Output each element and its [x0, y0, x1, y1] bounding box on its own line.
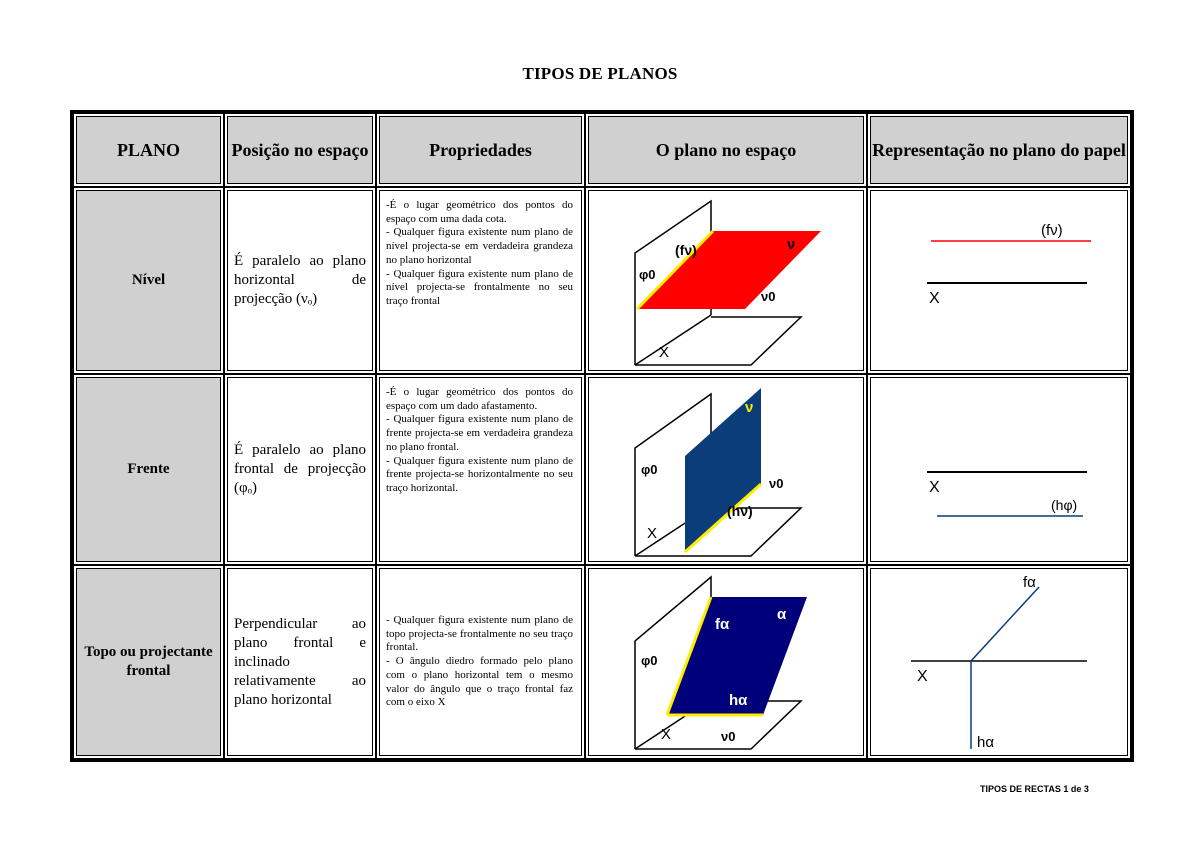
space-plane-label: ν [787, 236, 796, 253]
space-trace-label: (fν) [675, 242, 697, 258]
page-title: TIPOS DE PLANOS [522, 64, 678, 83]
header-posicao-cell [224, 113, 376, 187]
axis-label: X [929, 290, 940, 307]
property-text: -É o lugar geométrico dos pontos do espaço com uma dada cota. [386, 199, 573, 225]
level-plane-space-diagram [589, 191, 865, 372]
row-topo-name: Topo ou projectante frontal [76, 568, 221, 756]
header-posicao: Posição no espaço [227, 116, 373, 184]
paper-trace-label: (fν) [1041, 222, 1063, 239]
header-representacao: Representação no plano do papel [870, 116, 1128, 184]
frontal-plane-label: φ0 [639, 267, 656, 282]
row-nivel-properties [379, 190, 582, 371]
space-horizontal-trace-label: hα [729, 692, 748, 709]
row-topo-properties-cell [376, 565, 585, 759]
space-trace-label: (hν) [727, 503, 753, 519]
axis-label: X [929, 479, 940, 496]
row-topo-name-cell [73, 565, 224, 759]
row-frente-position: É paralelo ao plano frontal de projecção (φₒ) [234, 442, 366, 496]
property-text: - Qualquer figura existente num plano de frente projecta-se horizontalmente no seu traço horizontal. [386, 454, 573, 494]
row-frente-paper-cell [867, 374, 1131, 565]
row-topo-paper-cell [867, 565, 1131, 759]
axis-label: X [917, 668, 928, 685]
property-text: - Qualquer figura existente num plano de frente projecta-se em verdadeira grandeza no plano frontal. [386, 413, 573, 453]
row-nivel-name: Nível [76, 190, 221, 371]
page-footer: TIPOS DE RECTAS 1 de 3 [980, 784, 1089, 794]
property-text: - Qualquer figura existente num plano de nível projecta-se em verdadeira grandeza no plano horizontal [386, 226, 573, 266]
paper-horizontal-trace-label: hα [977, 734, 995, 751]
paper-trace-label: (hφ) [1051, 497, 1078, 513]
row-frente-space-cell [585, 374, 867, 565]
row-nivel-properties-cell [376, 187, 585, 374]
header-representacao-cell [867, 113, 1131, 187]
row-frente-name: Frente [76, 377, 221, 562]
property-text: - Qualquer figura existente num plano de nível projecta-se frontalmente no seu traço frontal [386, 267, 573, 307]
row-topo-position-cell [224, 565, 376, 759]
property-text: - Qualquer figura existente num plano de topo projecta-se frontalmente no seu traço frontal. [386, 614, 573, 654]
header-espaco: O plano no espaço [588, 116, 864, 184]
horizontal-plane-label: ν0 [721, 729, 736, 744]
horizontal-plane-label: ν0 [761, 289, 776, 304]
header-plano-cell [73, 113, 224, 187]
level-plane-paper-diagram [871, 191, 1129, 372]
row-topo-properties [379, 568, 582, 756]
row-frente-position-cell [224, 374, 376, 565]
row-nivel-name-cell [73, 187, 224, 374]
topo-plane-paper-diagram [871, 569, 1129, 757]
space-frontal-trace-label: fα [715, 616, 730, 633]
row-topo-space-cell [585, 565, 867, 759]
row-frente-properties-cell [376, 374, 585, 565]
topo-plane-space-diagram [589, 569, 865, 757]
x-axis-line [635, 315, 711, 365]
header-propriedades: Propriedades [379, 116, 582, 184]
row-nivel-paper-cell [867, 187, 1131, 374]
row-nivel-position-cell [224, 187, 376, 374]
space-plane-label: α [777, 606, 787, 623]
property-text: - O ângulo diedro formado pelo plano com o plano horizontal tem o mesmo valor do ângulo que o traço frontal faz com o eixo X [386, 655, 573, 709]
header-propriedades-cell [376, 113, 585, 187]
row-topo-position: Perpendicular ao plano frontal e inclinado relativamente ao plano horizontal [234, 615, 366, 708]
paper-frontal-trace-label: fα [1023, 574, 1036, 591]
row-frente-properties [379, 377, 582, 562]
space-plane-label: ν [745, 399, 754, 416]
row-nivel-position: É paralelo ao plano horizontal de projecção (νₒ) [234, 253, 366, 307]
axis-label: X [661, 726, 672, 743]
row-frente-name-cell [73, 374, 224, 565]
header-espaco-cell [585, 113, 867, 187]
planes-table [70, 110, 1134, 762]
frontal-plane-label: φ0 [641, 653, 658, 668]
frontal-plane-space-diagram [589, 378, 865, 563]
axis-label: X [647, 525, 658, 542]
header-plano: PLANO [76, 116, 221, 184]
frontal-trace-line [971, 587, 1039, 661]
axis-label: X [659, 344, 670, 361]
row-nivel-space-cell [585, 187, 867, 374]
frontal-plane-label: φ0 [641, 462, 658, 477]
horizontal-plane-label: ν0 [769, 476, 784, 491]
property-text: -É o lugar geométrico dos pontos do espaço com um dado afastamento. [386, 386, 573, 412]
frontal-plane-paper-diagram [871, 378, 1129, 563]
